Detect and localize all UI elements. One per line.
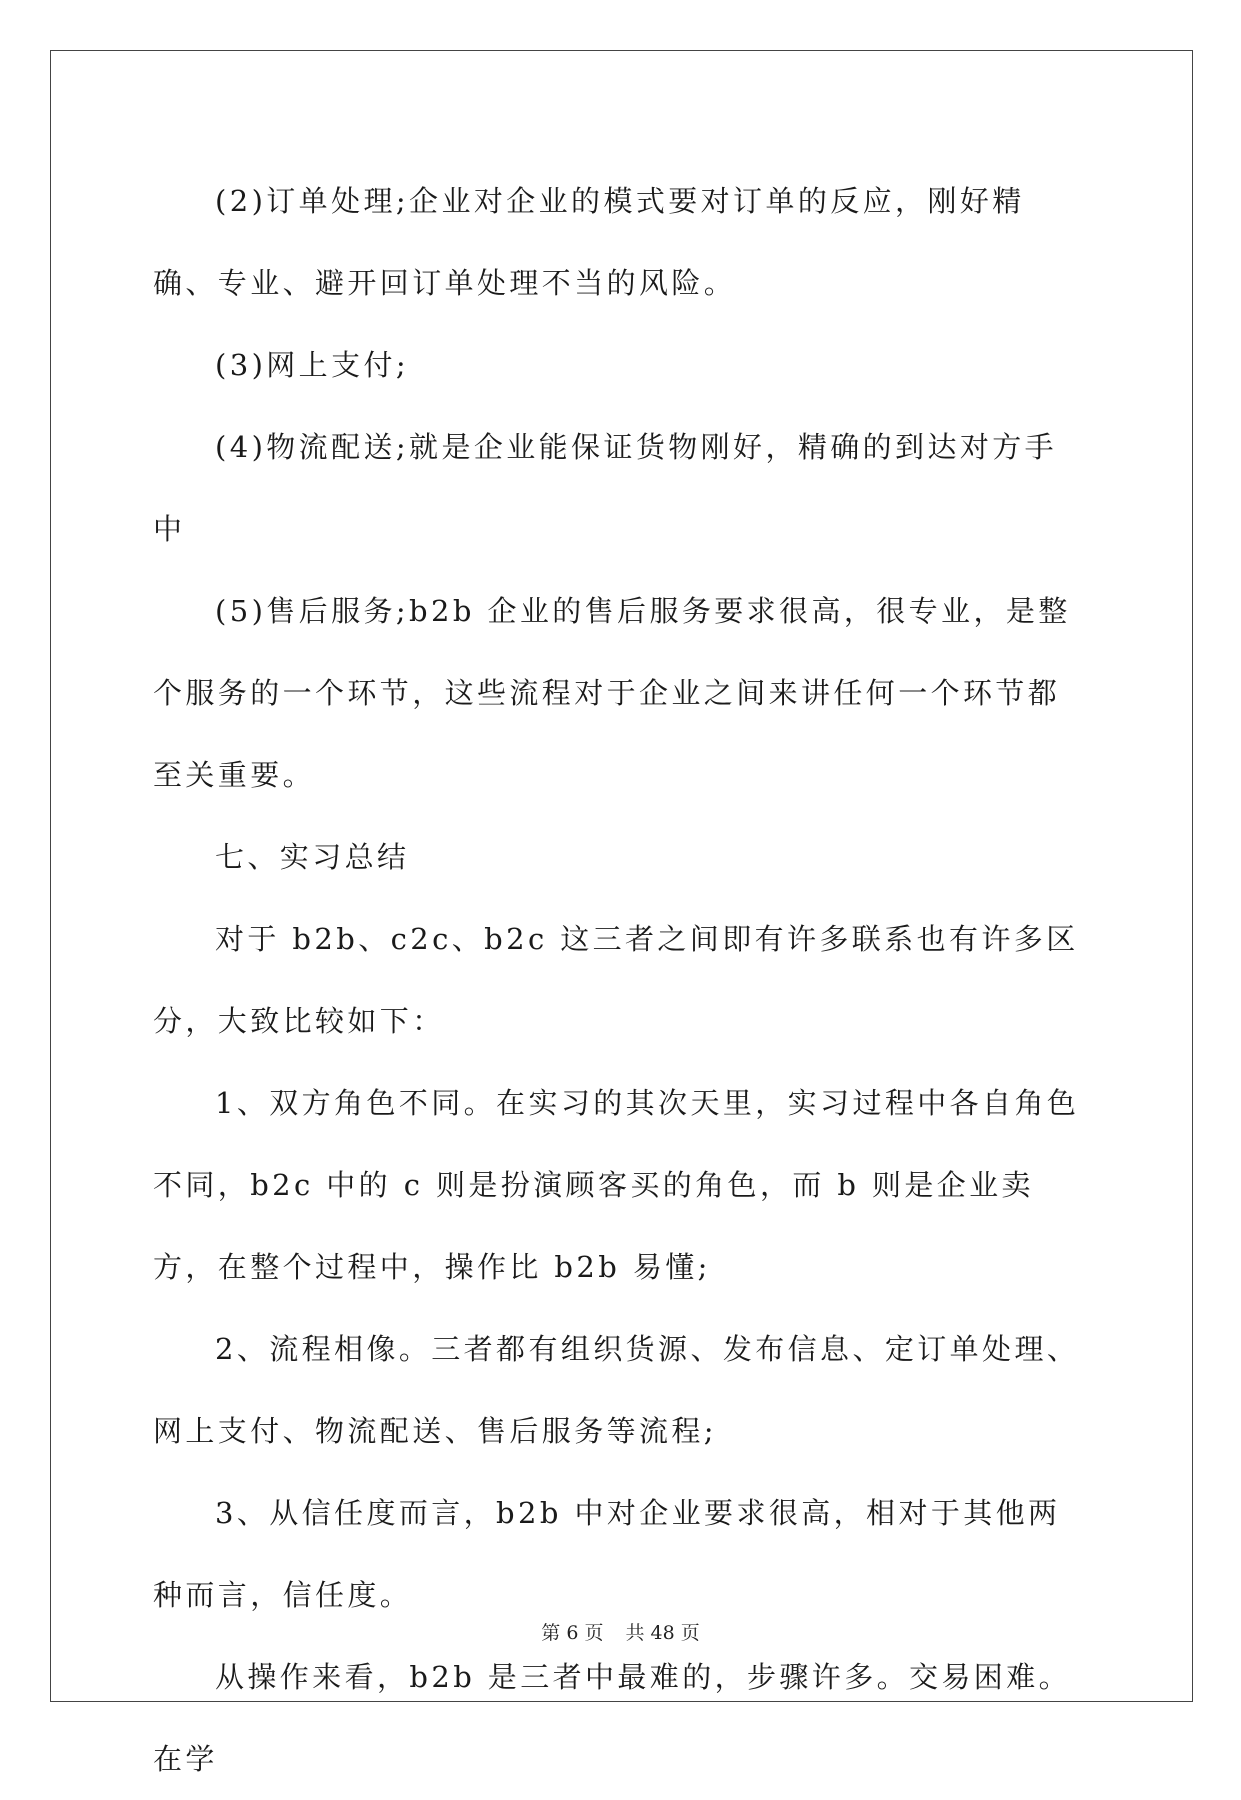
document-body bbox=[153, 160, 1083, 1800]
paragraph-point-2: 2、流程相像。三者都有组织货源、发布信息、定订单处理、网上支付、物流配送、售后服务等流程; bbox=[153, 1332, 1080, 1448]
paragraph-order-processing: (2)订单处理;企业对企业的模式要对订单的反应，刚好精确、专业、避开回订单处理不当的风险。 bbox=[153, 184, 1025, 300]
page-footer bbox=[0, 1618, 1241, 1645]
paragraph-logistics: (4)物流配送;就是企业能保证货物刚好，精确的到达对方手中 bbox=[153, 430, 1058, 546]
paragraph-point-1: 1、双方角色不同。在实习的其次天里，实习过程中各自角色不同，b2c 中的 c 则是扮演顾客买的角色，而 b 则是企业卖方，在整个过程中，操作比 b2b 易懂; bbox=[153, 1086, 1080, 1284]
page-total: 共 48 页 bbox=[625, 1622, 700, 1644]
paragraph-comparison-intro: 对于 b2b、c2c、b2c 这三者之间即有许多联系也有许多区分，大致比较如下： bbox=[153, 922, 1079, 1038]
paragraph-after-sales: (5)售后服务;b2b 企业的售后服务要求很高，很专业，是整个服务的一个环节，这些流程对于企业之间来讲任何一个环节都至关重要。 bbox=[153, 594, 1071, 792]
page-number: 第 6 页 bbox=[541, 1622, 604, 1644]
paragraph-point-3: 3、从信任度而言，b2b 中对企业要求很高，相对于其他两种而言，信任度。 bbox=[153, 1496, 1061, 1612]
paragraph-operation: 从操作来看，b2b 是三者中最难的，步骤许多。交易困难。在学 bbox=[153, 1660, 1071, 1776]
paragraph-online-payment: (3)网上支付; bbox=[215, 348, 410, 382]
section-heading-summary: 七、实习总结 bbox=[215, 840, 410, 874]
